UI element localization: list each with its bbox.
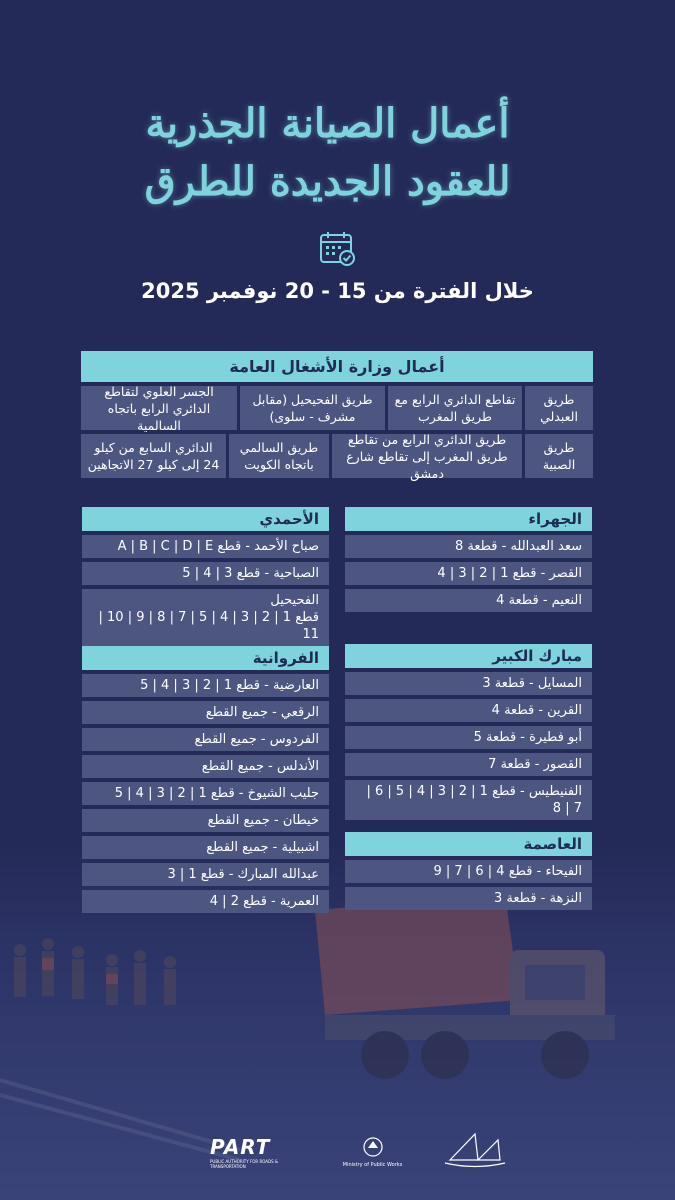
part-logo <box>210 1135 305 1169</box>
calendar-icon <box>318 229 356 267</box>
list-item: أبو فطيرة - قطعة 5 <box>345 726 592 749</box>
ministry-cell: طريق الدائري الرابع من تقاطع طريق المغرب إلى تقاطع شارع دمشق <box>332 434 522 478</box>
communication-center-logo <box>440 1130 510 1174</box>
mubarak-header: مبارك الكبير <box>345 644 592 668</box>
ahmadi-header: الأحمدي <box>82 507 329 531</box>
list-item: القصور - قطعة 7 <box>345 753 592 776</box>
ministry-header: أعمال وزارة الأشغال العامة <box>81 351 593 382</box>
page-title <box>40 95 615 211</box>
list-item: صباح الأحمد - قطع A | B | C | D | E <box>82 535 329 558</box>
list-item: الفيحاء - قطع 4 | 6 | 7 | 9 <box>345 860 592 883</box>
list-item: الصباحية - قطع 3 | 4 | 5 <box>82 562 329 585</box>
list-item: الأندلس - جميع القطع <box>82 755 329 778</box>
emblem-icon <box>362 1136 384 1158</box>
list-item: جليب الشيوخ - قطع 1 | 2 | 3 | 4 | 5 <box>82 782 329 805</box>
ministry-cell: طريق العبدلي <box>525 386 593 430</box>
dump-truck-illustration <box>305 890 635 1105</box>
list-item-multiline <box>82 589 329 646</box>
period-text: خلال الفترة من 15 - 20 نوفمبر 2025 <box>141 279 534 303</box>
list-item: الرقعي - جميع القطع <box>82 701 329 724</box>
list-item: اشبيلية - جميع القطع <box>82 836 329 859</box>
capital-panel <box>345 832 592 910</box>
list-item: العارضية - قطع 1 | 2 | 3 | 4 | 5 <box>82 674 329 697</box>
ministry-public-works-logo <box>338 1136 408 1168</box>
title-line-2: للعقود الجديدة للطرق <box>144 158 511 205</box>
guardrail-illustration <box>0 1070 240 1160</box>
part-logo-subtitle: PUBLIC AUTHORITY FOR ROADS & TRANSPORTATION <box>210 1159 279 1169</box>
list-item-blocks: قطع 1 | 2 | 3 | 4 | 5 | 7 | 8 | 9 | 10 | 11 <box>98 610 319 642</box>
workers-illustration <box>0 930 200 1050</box>
ministry-works-table <box>81 351 593 481</box>
list-item: المسايل - قطعة 3 <box>345 672 592 695</box>
list-item: الفنيطيس - قطع 1 | 2 | 3 | 4 | 5 | 6 | 7 | 8 <box>345 780 592 820</box>
list-item: القصر - قطع 1 | 2 | 3 | 4 <box>345 562 592 585</box>
ministry-logo-subtitle: Ministry of Public Works <box>342 1162 403 1168</box>
ministry-row <box>81 383 593 433</box>
list-item-name: الفحيحيل <box>270 593 319 608</box>
ahmadi-panel <box>82 507 329 646</box>
farwaniya-panel <box>82 646 329 913</box>
capital-header: العاصمة <box>345 832 592 856</box>
ministry-cell: الدائري السابع من كيلو 24 إلى كيلو 27 الاتجاهين <box>81 434 226 478</box>
ministry-row <box>81 431 593 481</box>
footer-logos <box>210 1122 510 1182</box>
jahra-panel <box>345 507 592 612</box>
ministry-cell: طريق الفحيحيل (مقابل مشرف - سلوى) <box>240 386 385 430</box>
part-logo-text: PART <box>210 1135 271 1159</box>
jahra-header: الجهراء <box>345 507 592 531</box>
list-item: عبدالله المبارك - قطع 1 | 3 <box>82 863 329 886</box>
list-item: سعد العبدالله - قطعة 8 <box>345 535 592 558</box>
list-item: النعيم - قطعة 4 <box>345 589 592 612</box>
farwaniya-header: الفروانية <box>82 646 329 670</box>
list-item: النزهة - قطعة 3 <box>345 887 592 910</box>
list-item: العمرية - قطع 2 | 4 <box>82 890 329 913</box>
list-item: الفردوس - جميع القطع <box>82 728 329 751</box>
ministry-cell: تقاطع الدائري الرابع مع طريق المغرب <box>388 386 522 430</box>
title-line-1: أعمال الصيانة الجذرية <box>145 100 510 147</box>
list-item: القرين - قطعة 4 <box>345 699 592 722</box>
mubarak-panel <box>345 644 592 820</box>
ministry-cell: الجسر العلوي لتقاطع الدائري الرابع باتجاه السالمية <box>81 386 237 430</box>
ministry-cell: طريق الصبية <box>525 434 593 478</box>
list-item: خيطان - جميع القطع <box>82 809 329 832</box>
ministry-cell: طريق السالمي باتجاه الكويت <box>229 434 329 478</box>
